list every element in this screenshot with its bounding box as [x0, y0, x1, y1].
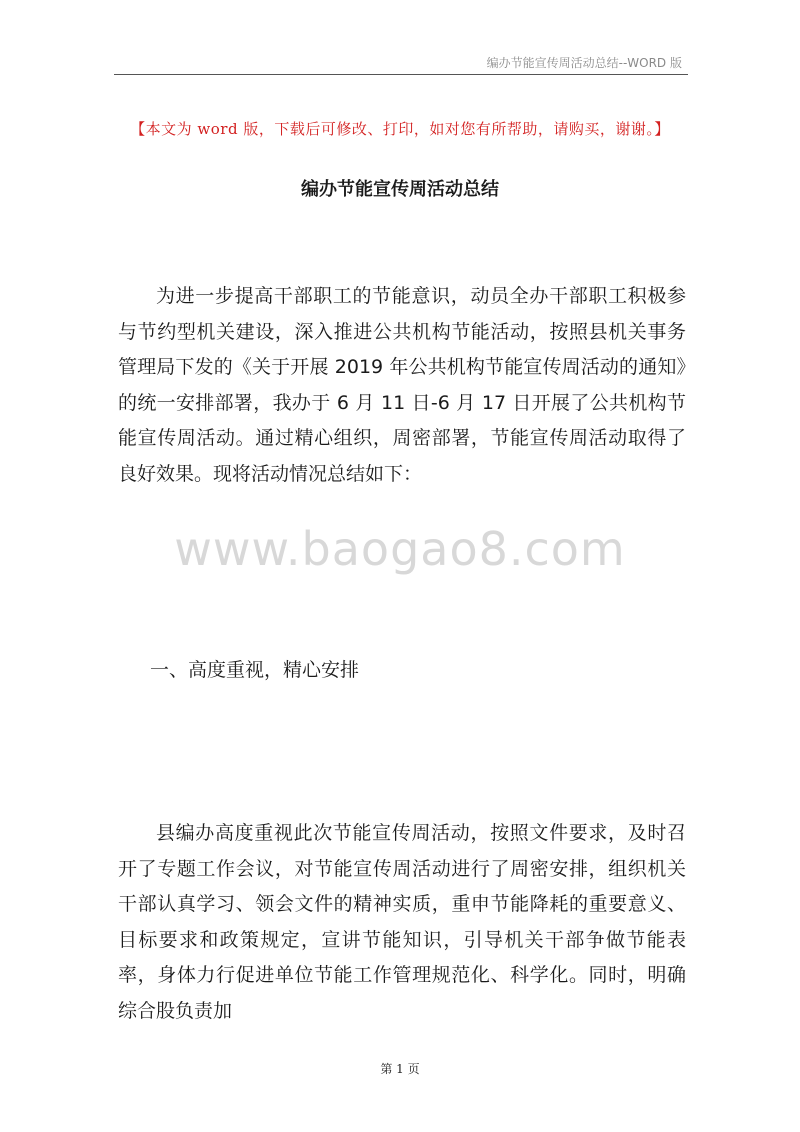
- section-paragraph: 县编办高度重视此次节能宣传周活动，按照文件要求，及时召开了专题工作会议，对节能宣传周活动进行了周密安排，组织机关干部认真学习、领会文件的精神实质，重申节能降耗的重要意义、目标要求和政策规定，宣讲节能知识，引导机关干部争做节能表率，身体力行促进单位节能工作管理规范化、科学化。同时，明确综合股负责加: [118, 822, 686, 1022]
- intro-paragraph: 为进一步提高干部职工的节能意识，动员全办干部职工积极参与节约型机关建设，深入推进公共机构节能活动，按照县机关事务管理局下发的《关于开展 2019 年公共机构节能宣传周活动的通知》的统一安排部署，我办于 6 月 11 日-6 月 17 日开展了公共机构节能宣传周活动。通过精心组织，周密部署，节能宣传周活动取得了良好效果。现将活动情况总结如下：: [118, 285, 686, 485]
- document-title: 编办节能宣传周活动总结: [301, 179, 499, 200]
- purchase-notice: 【本文为 word 版，下载后可修改、打印，如对您有所帮助，请购买，谢谢。】: [130, 120, 670, 138]
- page-number: 第 1 页: [380, 1062, 420, 1076]
- header-divider: [114, 74, 688, 75]
- watermark-text: www.baogao8.com: [174, 522, 626, 576]
- running-header: 编办节能宣传周活动总结--WORD 版: [486, 56, 682, 70]
- section-heading: 一、高度重视，精心安排: [150, 659, 360, 681]
